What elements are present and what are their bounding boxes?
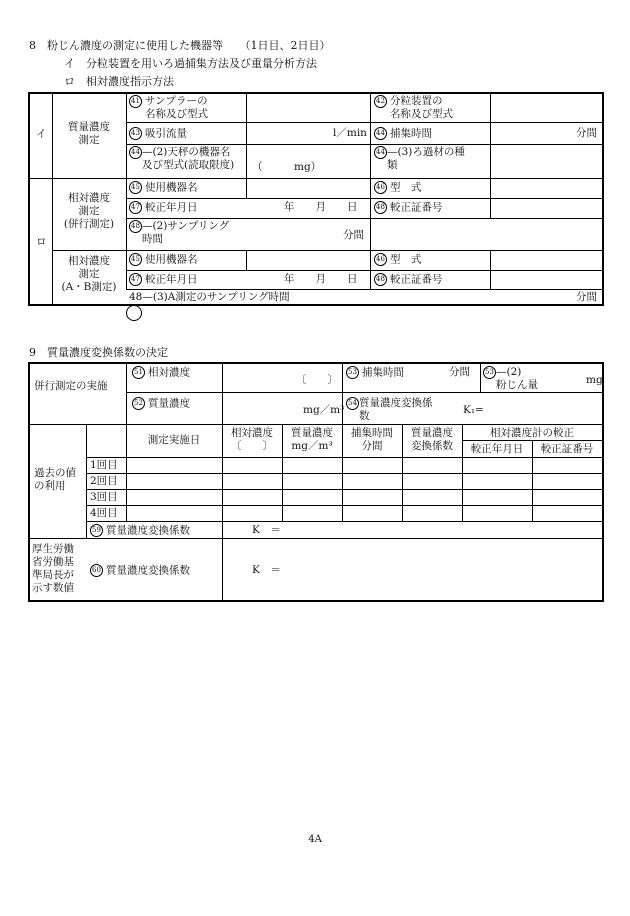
column-coefficient: 質量濃度 変換係数	[411, 427, 453, 452]
field-41-number: 41	[129, 95, 142, 108]
column-relative: 相対濃度 〔 〕	[231, 427, 273, 452]
field-47b-label: 47 較正年月日	[129, 273, 198, 287]
row-label-1: 1回目	[90, 459, 118, 471]
field-46-number: 46	[374, 181, 387, 194]
field-48-3-unit: 分間	[576, 291, 597, 303]
field-48b-label: 48 較正証番号	[374, 273, 443, 287]
page-number: 4A	[308, 834, 322, 845]
field-48-2-number: 48	[129, 220, 142, 233]
field-44-3-label: 44 —(3)ろ過材の種 類	[374, 146, 465, 172]
field-48-2-label: 48 —(2)サンプリング 時間	[129, 220, 229, 246]
field-48-number: 48	[374, 201, 387, 214]
field-42-label: 42 分粒装置の 名称及び型式	[374, 95, 453, 121]
past-values-label: 過去の値 の利用	[34, 467, 76, 492]
field-48-2-unit: 分間	[343, 229, 364, 241]
field-53-2-number: 53	[483, 366, 496, 379]
field-44-unit: 分間	[576, 127, 597, 139]
section8-subtitle-ro: ロ 相対濃度指示方法	[64, 75, 174, 88]
field-41-label: 41 サンプラーの 名称及び型式	[129, 95, 208, 121]
field-53-unit: 分間	[449, 366, 470, 378]
field-47b-number: 47	[129, 273, 142, 286]
field-46b-label: 46 型 式	[374, 253, 422, 267]
field-60-value: K ＝	[252, 564, 281, 576]
field-48-label: 48 較正証番号	[374, 201, 443, 215]
column-date: 測定実施日	[147, 434, 201, 446]
field-47-label: 47 較正年月日	[129, 201, 198, 215]
field-60-label: 60 質量濃度変換係数	[90, 564, 190, 578]
field-53-number: 53	[346, 366, 359, 379]
field-43-unit: l／min	[333, 127, 367, 139]
field-45-label: 45 使用機器名	[129, 181, 198, 195]
field-42-number: 42	[374, 95, 387, 108]
field-54-label: 54 質量濃度変換係 数	[346, 397, 433, 423]
field-54-value: K₁=	[463, 404, 484, 416]
relative-ab-label: 相対濃度 測定 (A・B測定)	[61, 255, 117, 293]
field-51-unit: 〔 〕	[296, 374, 338, 386]
parallel-measurement-label: 併行測定の実施	[34, 380, 108, 392]
field-47-number: 47	[129, 201, 142, 214]
column-calibration-number: 較正証番号	[540, 443, 594, 455]
mass-concentration-label: 質量濃度 測定	[68, 121, 110, 146]
field-47b-date: 年 月 日	[284, 273, 358, 285]
field-43-number: 43	[129, 127, 142, 140]
field-47-date: 年 月 日	[284, 201, 358, 213]
field-51-number: 51	[132, 366, 145, 379]
row-label-4: 4回目	[90, 507, 118, 519]
field-59-number: 59	[90, 524, 103, 537]
row-label-3: 3回目	[90, 491, 118, 503]
column-calibration: 相対濃度計の較正	[490, 427, 574, 439]
field-52-unit: mg／m³	[303, 404, 345, 416]
column-time: 捕集時間 分間	[351, 427, 393, 452]
field-44-2-label: 44 —(2)天秤の機器名 及び型式(読取限度)	[129, 146, 234, 172]
relative-parallel-label: 相対濃度 測定 (併行測定)	[63, 192, 115, 230]
field-44-label: 44 捕集時間	[374, 127, 432, 141]
field-48-3-label: 48—(3)A測定のサンプリング時間	[129, 291, 290, 303]
mhlw-value-label: 厚生労働 省労働基 準局長が 示す数値	[32, 543, 74, 594]
field-60-number: 60	[90, 564, 103, 577]
column-mass: 質量濃度 mg／m³	[291, 427, 333, 452]
section8-subtitle-i: イ 分粒装置を用いろ過捕集方法及び重量分析方法	[64, 57, 317, 70]
field-53-label: 53 捕集時間	[346, 366, 404, 380]
field-48b-number: 48	[374, 273, 387, 286]
field-46-label: 46 型 式	[374, 181, 422, 195]
field-59-label: 59 質量濃度変換係数	[90, 524, 190, 538]
field-52-label: 52 質量濃度	[132, 397, 190, 411]
field-53-2-label: 53 —(2) 粉じん量	[483, 366, 538, 392]
group-label-i: イ	[36, 128, 47, 140]
field-45-number: 45	[129, 181, 142, 194]
field-44-2-number: 44	[129, 146, 142, 159]
field-59-value: K ＝	[252, 524, 281, 536]
field-45b-number: 45	[129, 253, 142, 266]
field-46b-number: 46	[374, 253, 387, 266]
field-44-number: 44	[374, 127, 387, 140]
row-label-2: 2回目	[90, 475, 118, 487]
field-45b-label: 45 使用機器名	[129, 253, 198, 267]
section9-title: 9 質量濃度変換係数の決定	[29, 346, 168, 359]
field-54-number: 54	[346, 397, 359, 410]
group-label-ro: ロ	[36, 236, 47, 248]
column-calibration-date: 較正年月日	[470, 443, 524, 455]
field-52-number: 52	[132, 397, 145, 410]
field-44-3-number: 44	[374, 146, 387, 159]
field-44-2-unit: （ mg）	[252, 161, 322, 173]
section8-title: 8 粉じん濃度の測定に使用した機器等 （1日目、2日目）	[29, 39, 331, 52]
field-43-label: 43 吸引流量	[129, 127, 187, 141]
field-51-label: 51 相対濃度	[132, 366, 190, 380]
field-53-2-unit: mg	[586, 374, 603, 386]
